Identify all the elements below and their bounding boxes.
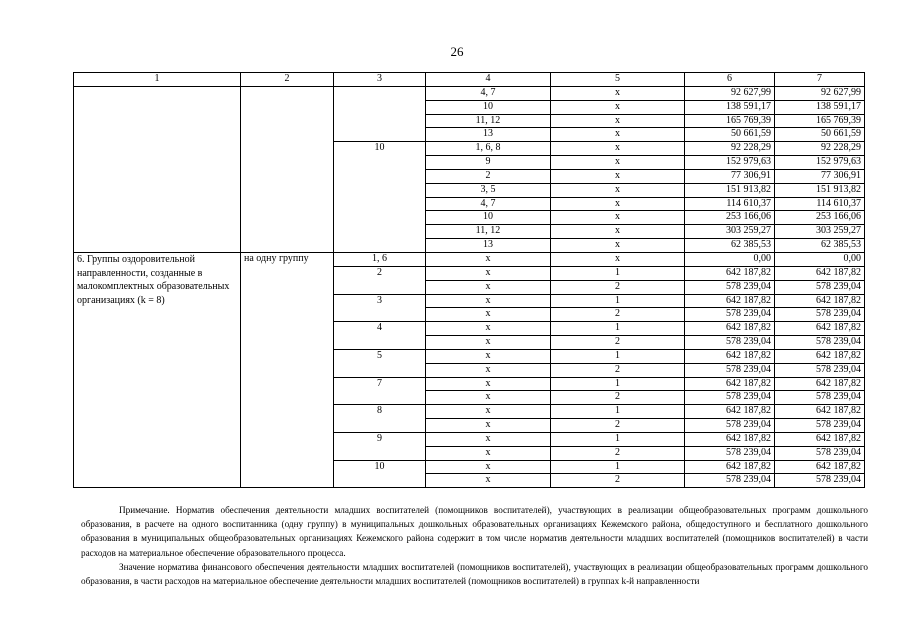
table-cell: 303 259,27	[775, 225, 865, 239]
column-header: 4	[426, 73, 551, 87]
column-header: 6	[685, 73, 775, 87]
table-cell: 3, 5	[426, 183, 551, 197]
group-label-cell: 2	[334, 266, 426, 294]
table-cell: 11, 12	[426, 114, 551, 128]
group-label-cell: 7	[334, 377, 426, 405]
table-cell: 2	[551, 391, 685, 405]
table-cell: x	[551, 225, 685, 239]
table-cell: 578 239,04	[685, 474, 775, 488]
table-cell: 253 166,06	[685, 211, 775, 225]
table-cell: 578 239,04	[685, 391, 775, 405]
column-header: 7	[775, 73, 865, 87]
table-cell: 77 306,91	[775, 169, 865, 183]
table-cell: 578 239,04	[775, 280, 865, 294]
table-cell: 642 187,82	[775, 460, 865, 474]
table-cell: 1, 6, 8	[426, 142, 551, 156]
table-cell: x	[426, 280, 551, 294]
group-label-cell: 5	[334, 349, 426, 377]
table-cell: 642 187,82	[775, 349, 865, 363]
table-cell: x	[551, 183, 685, 197]
table-cell: 578 239,04	[685, 363, 775, 377]
table-cell: 138 591,17	[685, 100, 775, 114]
table-cell: 165 769,39	[685, 114, 775, 128]
table-cell: 578 239,04	[685, 419, 775, 433]
table-cell: 152 979,63	[685, 156, 775, 170]
table-cell: 1	[551, 377, 685, 391]
table-cell: 642 187,82	[685, 460, 775, 474]
group-label-cell: 4	[334, 322, 426, 350]
table-cell: x	[551, 156, 685, 170]
table-cell: x	[426, 405, 551, 419]
table-cell: 253 166,06	[775, 211, 865, 225]
table-cell: 303 259,27	[685, 225, 775, 239]
table-cell: 10	[426, 100, 551, 114]
table-cell: 578 239,04	[775, 363, 865, 377]
table-cell: x	[426, 336, 551, 350]
table-cell: 2	[426, 169, 551, 183]
note-paragraph-2: Значение норматива финансового обеспечения деятельности младших воспитателей (помощников воспитателей), участвующих в реализации общеобразовательных программ дошкольного образования, в части расходов на материальное обеспечение деятельности младших воспитателей (помощников воспитателей) в группах k-й направленности	[81, 561, 868, 587]
table-row	[74, 86, 865, 100]
column-header: 2	[241, 73, 334, 87]
table-cell: 578 239,04	[685, 308, 775, 322]
unit-cell: на одну группу	[241, 252, 334, 487]
table-cell: 642 187,82	[685, 349, 775, 363]
table-cell: x	[551, 211, 685, 225]
table-cell: 4, 7	[426, 197, 551, 211]
table-cell: 9	[426, 156, 551, 170]
group-label-cell: 10	[334, 142, 426, 253]
table-cell: 138 591,17	[775, 100, 865, 114]
table-cell: x	[551, 252, 685, 266]
table-cell: x	[551, 169, 685, 183]
table-cell: 1	[551, 460, 685, 474]
normative-table	[73, 72, 865, 488]
table-cell: 13	[426, 239, 551, 253]
table-cell: 92 228,29	[685, 142, 775, 156]
table-cell: 2	[551, 308, 685, 322]
table-cell: 2	[551, 474, 685, 488]
table-cell: 1	[551, 432, 685, 446]
table-cell: 642 187,82	[775, 377, 865, 391]
table-cell: x	[551, 142, 685, 156]
table-cell: 92 627,99	[775, 86, 865, 100]
table-cell: 578 239,04	[685, 280, 775, 294]
table-cell: 642 187,82	[685, 377, 775, 391]
table-cell: 1	[551, 322, 685, 336]
table-cell: x	[426, 363, 551, 377]
table-cell: 2	[551, 336, 685, 350]
table-cell: 578 239,04	[775, 391, 865, 405]
table-cell: x	[426, 308, 551, 322]
table-cell: 92 627,99	[685, 86, 775, 100]
unit-cell	[241, 86, 334, 252]
table-cell: 642 187,82	[775, 405, 865, 419]
table-cell: 152 979,63	[775, 156, 865, 170]
table-cell: 642 187,82	[685, 294, 775, 308]
table-cell: x	[551, 239, 685, 253]
table-cell: x	[426, 460, 551, 474]
table-cell: x	[426, 266, 551, 280]
table-cell: 0,00	[685, 252, 775, 266]
table-cell: 0,00	[775, 252, 865, 266]
table-header-row	[74, 73, 865, 87]
table-cell: x	[426, 252, 551, 266]
table-cell: 151 913,82	[775, 183, 865, 197]
table-cell: 4, 7	[426, 86, 551, 100]
table-cell: 13	[426, 128, 551, 142]
table-cell: 1	[551, 266, 685, 280]
table-cell: x	[426, 322, 551, 336]
table-cell: x	[426, 432, 551, 446]
table-cell: x	[426, 391, 551, 405]
table-cell: 151 913,82	[685, 183, 775, 197]
table-cell: 50 661,59	[685, 128, 775, 142]
table-cell: 62 385,53	[775, 239, 865, 253]
table-cell: 77 306,91	[685, 169, 775, 183]
column-header: 3	[334, 73, 426, 87]
group-label-cell: 1, 6	[334, 252, 426, 266]
table-cell: 2	[551, 280, 685, 294]
table-cell: 50 661,59	[775, 128, 865, 142]
table-cell: 2	[551, 419, 685, 433]
table-cell: 578 239,04	[775, 446, 865, 460]
table-row	[74, 252, 865, 266]
section-name-cell: 6. Группы оздоровительной направленности, созданные в малокомплектных образовательных организациях (k = 8)	[74, 252, 241, 487]
table-cell: 642 187,82	[685, 266, 775, 280]
group-label-cell: 9	[334, 432, 426, 460]
column-header: 5	[551, 73, 685, 87]
table-cell: 642 187,82	[685, 432, 775, 446]
table-cell: 114 610,37	[775, 197, 865, 211]
table-cell: 165 769,39	[775, 114, 865, 128]
table-cell: 578 239,04	[775, 336, 865, 350]
section-name-cell	[74, 86, 241, 252]
table-cell: x	[551, 114, 685, 128]
table-cell: x	[426, 446, 551, 460]
table-cell: 2	[551, 446, 685, 460]
column-header: 1	[74, 73, 241, 87]
table-cell: 1	[551, 405, 685, 419]
table-cell: 578 239,04	[775, 308, 865, 322]
table-cell: 642 187,82	[775, 432, 865, 446]
table-cell: 642 187,82	[685, 322, 775, 336]
note-paragraph-1: Примечание. Норматив обеспечения деятельности младших воспитателей (помощников воспитателей), участвующих в реализации общеобразовательных программ дошкольного образования, в расчете на одного воспитанника (одну группу) в муниципальных дошкольных образовательных организациях Кежемского района, общедоступного и бесплатного дошкольного образования в муниципальных общеобразовательных организациях Кежемского района содержит в том числе норматив деятельности младших воспитателей (помощников воспитателей) в части расходов на материальное обеспечение образовательного процесса.	[81, 505, 868, 558]
table-cell: 114 610,37	[685, 197, 775, 211]
group-label-cell: 10	[334, 460, 426, 488]
table-cell: x	[426, 377, 551, 391]
footnote	[81, 503, 868, 588]
table-cell: 1	[551, 349, 685, 363]
table-cell: 642 187,82	[685, 405, 775, 419]
group-label-cell: 8	[334, 405, 426, 433]
table-cell: x	[551, 197, 685, 211]
page-number: 26	[450, 44, 464, 59]
table-cell: 92 228,29	[775, 142, 865, 156]
table-cell: 642 187,82	[775, 294, 865, 308]
group-label-cell	[334, 86, 426, 141]
table-cell: x	[551, 128, 685, 142]
table-cell: x	[426, 474, 551, 488]
table-cell: x	[551, 100, 685, 114]
table-cell: 578 239,04	[685, 446, 775, 460]
table-cell: x	[426, 294, 551, 308]
table-cell: 1	[551, 294, 685, 308]
table-cell: x	[426, 419, 551, 433]
table-cell: 2	[551, 363, 685, 377]
table-cell: 642 187,82	[775, 266, 865, 280]
table-cell: 62 385,53	[685, 239, 775, 253]
table-cell: 642 187,82	[775, 322, 865, 336]
table-cell: 11, 12	[426, 225, 551, 239]
table-cell: 578 239,04	[775, 419, 865, 433]
table-cell: x	[551, 86, 685, 100]
table-cell: x	[426, 349, 551, 363]
table-cell: 10	[426, 211, 551, 225]
table-cell: 578 239,04	[775, 474, 865, 488]
group-label-cell: 3	[334, 294, 426, 322]
table-cell: 578 239,04	[685, 336, 775, 350]
